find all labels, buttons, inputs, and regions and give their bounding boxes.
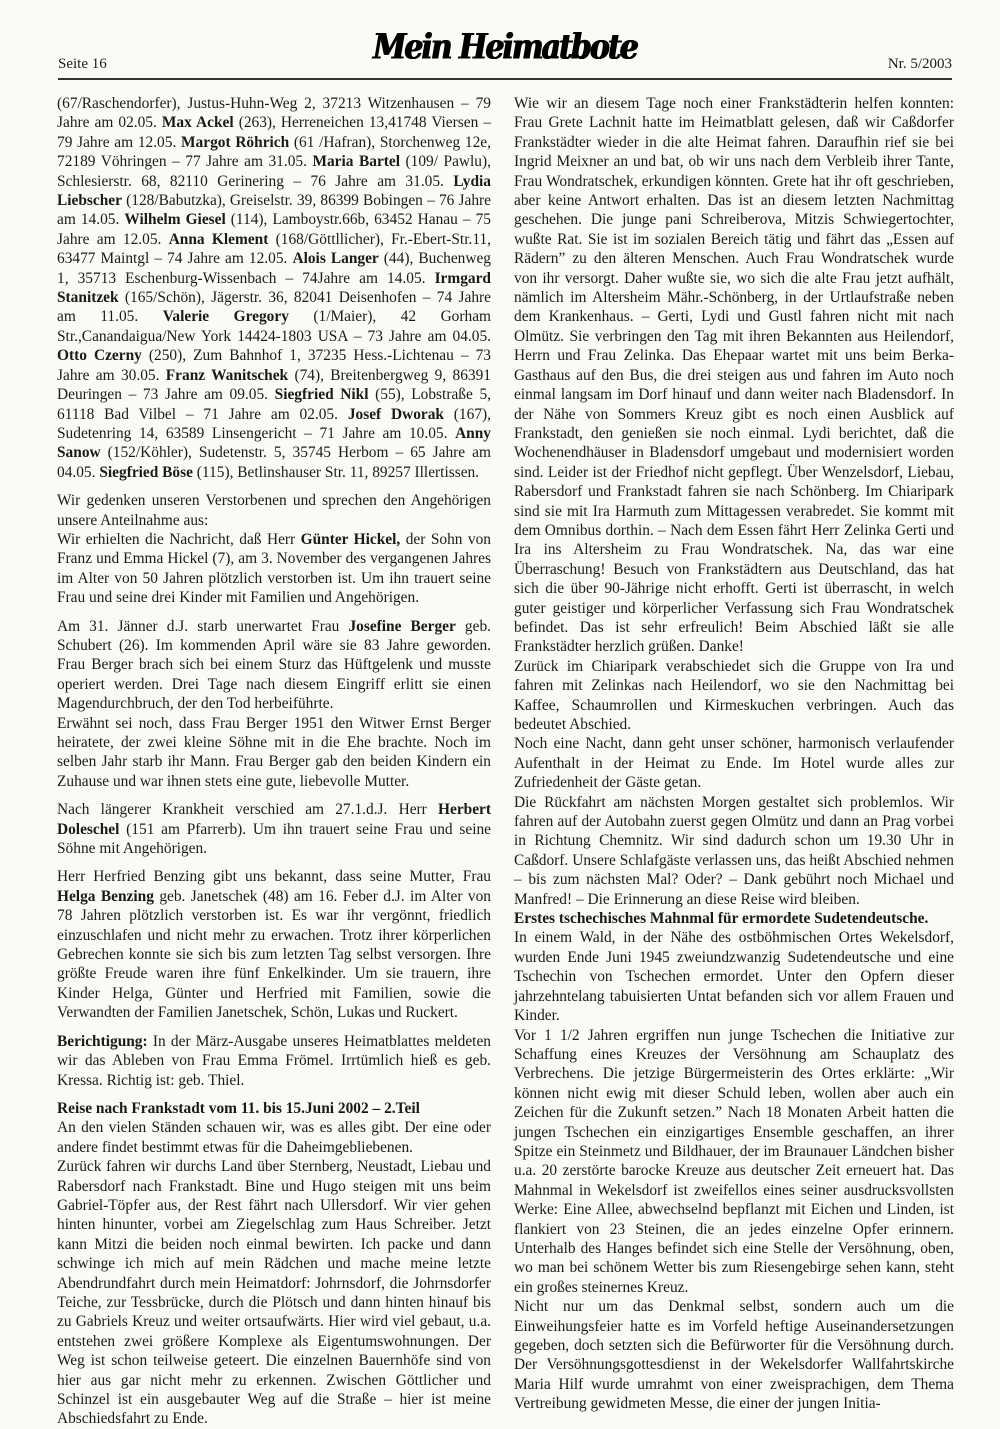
trip-paragraph: An den vielen Ständen schauen wir, was es alles gibt. Der eine oder andere findet bestimmt etwas für die Daheimgebliebenen.: [57, 1119, 491, 1156]
person-name: Max Ackel: [161, 114, 234, 132]
issue-number: Nr. 5/2003: [887, 56, 952, 72]
memorial-paragraph: In einem Wald, in der Nähe des ostböhmischen Ortes Wekelsdorf, wurden Ende Juni 1945 zweiundzwanzig Sudetendeutsche und eine Tschechin von Tschechen ermordet. Unter den Opfern dieser jahrzehntelang tabuisierten Untat befanden sich vor allem Frauen und Kinder.: [514, 929, 954, 1025]
birthday-list: [57, 94, 491, 482]
text: (114), Lamboystr.66b, 63452 Hanau – 75 Jahre am 12.05.: [57, 211, 491, 248]
text: (152/Köhler), Sudetenstr. 5, 35745 Herbom – 65 Jahre am 04.05.: [57, 444, 491, 481]
obituary-hickel: [57, 530, 491, 608]
left-column: [57, 94, 491, 1429]
text: geb. Schubert (26). Im kommenden April wäre sie 83 Jahre geworden. Frau Berger brach sich bei einem Sturz das Hüftgelenk und musste operiert werden. Drei Tage nach diesem Eingriff erlitt sie einen Magendurchbruch, der den Tod herbeiführte.: [57, 617, 491, 713]
text: (165/Schön), Jägerstr. 36, 82041 Deisenhofen – 74 Jahre am 11.05.: [57, 289, 491, 326]
text: In der März-Ausgabe unseres Heimatblattes meldeten wir das Ableben von Frau Emma Frömel. Irrtümlich hieß es geb. Kressa. Richtig ist: geb. Thiel.: [57, 1032, 491, 1089]
text: (250), Zum Bahnhof 1, 37235 Hess.-Lichtenau – 73 Jahre am 30.05.: [57, 347, 491, 384]
memorial-paragraph: Vor 1 1/2 Jahren ergriffen nun junge Tschechen die Initiative zur Schaffung eines Kreuzes der Versöhnung am Schauplatz des Verbrechens. Die jetzige Bürgermeisterin des Ortes erklärte: „Wir können nicht ewig mit dieser Schuld leben, wollen aber auch ein Zeichen für die Zukunft setzen.” Nach 18 Monaten Arbeit hatten die jungen Tschechen ein einzigartiges Ensemble geschaffen, an ihrer Spitze ein Steinmetz und Bildhauer, der im Braunauer Ländchen bisher u.a. 20 zerstörte barocke Kreuze aus deutscher Zeit erneuert hat. Das Mahnmal in Wekelsdorf ist zweifellos eines seiner ausdrucksvollsten Werke: Eine Allee, abwechselnd bepflanzt mit Eichen und Linden, ist flankiert von 23 Steinen, die an jedes einzelne Opfer erinnern. Unterhalb des Hanges befindet sich eine Stelle der Versöhnung, oben, wo man bei schönem Wetter bis zum Riesengebirge sehen kann, steht ein großes steinernes Kreuz.: [514, 1026, 954, 1296]
text: (44), Buchenweg 1, 35713 Eschenburg-Wissenbach – 74Jahre am 14.05.: [57, 250, 492, 287]
text: (55), Lobstraße 5, 61118 Bad Vilbel – 71 Jahre am 02.05.: [57, 386, 491, 423]
text: (74), Breitenbergweg 9, 86391 Deuringen – 73 Jahre am 09.05.: [57, 366, 491, 404]
person-name: Wilhelm Giesel: [124, 211, 226, 229]
person-name: Siegfried Böse: [99, 463, 193, 481]
person-name: Anny Sanow: [57, 424, 491, 462]
person-name: Alois Langer: [292, 250, 379, 268]
trip-paragraph: Zurück fahren wir durchs Land über Sternberg, Neustadt, Liebau und Rabersdorf nach Frankstadt. Bine und Hugo steigen mit uns beim Gabriel-Töpfer aus, der Rest fährt nach Ullersdorf. Wir vier gehen hinten hinunter, vorbei am Ziegelschlag zum Haus Schreiber. Jetzt kann Mitzi die beiden noch einmal bewirten. Ich packe und dann schwinge ich mich auf mein Rädchen und mache meine letzte Abendrundfahrt durch mein Heimatdorf: Johrnsdorf, die Johrnsdorfer Teiche, zur Tessbrücke, durch die Plötsch und dann hinten hinauf bis zu Gabriels Kreuz und weiter ortsaufwärts. Hier wird viel gebaut, u.a. entstehen zwei größere Komplexe als Eigentumswohnungen. Der Weg ist schon teilweise geteert. Die einzelnen Bauernhöfe sind von hier aus gar nicht mehr zu erkennen. Zwischen Göttlicher und Schinzel ist ein ausgebauter Weg auf die Straße – hier ist meine Abschiedsfahrt zu Ende.: [57, 1158, 491, 1428]
text: Am 31. Jänner d.J. starb unerwartet Frau: [57, 617, 349, 635]
header-rule: [58, 78, 952, 80]
masthead-logo: Mein Heimatbote: [373, 27, 637, 68]
trip-paragraph: Die Rückfahrt am nächsten Morgen gestaltet sich problemlos. Wir fahren auf der Autobahn zuerst gegen Olmütz und dann an Prag vorbei in Richtung Chemnitz. Wir sind dadurch schon um 19.30 Uhr in Caßdorf. Unsere Schlafgäste verlassen uns, das heißt Abschied nehmen – bis zum nächsten Mal? Oder? – Dank gebührt noch Michael und Manfred! – Die Erinnerung an diese Reise wird bleiben.: [514, 793, 954, 908]
person-name: Josefine Berger: [348, 617, 456, 635]
text: (67/Raschendorfer), Justus-Huhn-Weg 2, 37213 Witzenhausen – 79 Jahre am 02.05.: [57, 95, 491, 132]
obituary-benzing: [57, 867, 491, 1022]
text: (61 /Hafran), Storchenweg 12e, 72189 Vöhringen – 77 Jahre am 31.05.: [57, 133, 491, 171]
person-name: Valerie Gregory: [162, 308, 289, 326]
text: Herr Herfried Benzing gibt uns bekannt, dass seine Mutter, Frau: [57, 868, 491, 886]
text: Wir erhielten die Nachricht, daß Herr: [57, 530, 301, 548]
trip-paragraph: Wie wir an diesem Tage noch einer Frankstädterin helfen konnten: Frau Grete Lachnit hatte im Heimatblatt gelesen, daß wir Caßdorfer Frankstädter wieder in die alte Heimat fahren. Daraufhin rief sie bei Ingrid Meixner an und bat, ob wir uns nach dem Verbleib ihrer Tante, Frau Wondratschek, erkundigen könnten. Grete hat ihr oft geschrieben, aber keine Antwort erhalten. Das ist an diesem letzten Nachmittag geschehen. Die junge pani Schreiberova, Mitzis Schwiegertochter, wußte Rat. Sie ist im sozialen Bereich tätig und fährt das „Essen auf Rädern” zu den älteren Menschen. Auch Frau Wondratschek wurde von ihr versorgt. Daher wußte sie, wo sich die alte Frau jetzt aufhält, nämlich im Altersheim Mähr.-Schönberg, in der Urtlaufstraße neben dem Krankenhaus. – Gerti, Lydi und Gustl fahren nicht mit nach Olmütz. Sie verbringen den Tag mit ihren Bekannten aus Heilendorf, Herrn und Frau Zelinka. Das Ehepaar wartet mit uns beim Berka-Gasthaus auf den Bus, die drei steigen aus und fahren im Auto noch einmal langsam im Dorf hinauf und dann weiter nach Bladensdorf. In der Nähe von Sommers Kreuz gibt es noch einen Ausblick auf Frankstadt, den genießen sie noch einmal. Lydi berichtet, daß die Wochenendhäuser in Bladensdorf umgebaut und modernisiert worden sind. Leider ist der Friedhof nicht gepflegt. Über Wenzelsdorf, Liebau, Rabersdorf und Frankstadt fahren sie nach Schönberg. Im Chiaripark sind sie mit Ira Harmuth zum Mittagessen verabredet. Sie kommt mit dem Omnibus dorthin. – Nach dem Essen fährt Herr Zelinka Gerti und Ira ins Altersheim zu Frau Wondratschek. Na, das war eine Überraschung! Besuch von Frankstädtern aus Deutschland, das hat sich die über 90-Jährige nicht erhofft. Gerti ist überrascht, in welch guter geistiger und körperlicher Verfassung sich Frau Wondratschek befindet. Das ist sehr erfreulich! Beim Abschied läßt sie alle Frankstädter herzlich grüßen. Danke!: [514, 95, 954, 656]
text: (115), Betlinshauser Str. 11, 89257 Illertissen.: [192, 463, 480, 481]
obituary-berger-note: Erwähnt sei noch, dass Frau Berger 1951 den Witwer Ernst Berger heiratete, der zwei kleine Söhne mit in die Ehe brachte. Noch im selben Jahr starb ihr Mann. Frau Berger gab den beiden Kindern ein Zuhause und war ihnen stets eine gute, liebevolle Mutter.: [57, 714, 491, 790]
person-name: Helga Benzing: [57, 887, 154, 905]
text: geb. Janetschek (48) am 16. Feber d.J. im Alter von 78 Jahren plötzlich verstorben ist. Es war ihr vergönnt, friedlich einzuschlafen und nicht mehr zu erwachen. Trotz ihrer körperlichen Gebrechen konnte sie sich bis zum letzten Tag selbst versorgen. Ihre größte Freude waren ihre fünf Enkelkinder. Um sie trauern, ihre Kinder Helga, Günter und Herfried mit Familien, sowie die Verwandten der Familien Janetschek, Schön, Lukas und Ruckert.: [57, 887, 491, 1022]
person-name: Lydia Liebscher: [57, 172, 491, 210]
memorial-paragraph: Nicht nur um das Denkmal selbst, sondern auch um die Einweihungsfeier hatte es im Vorfeld heftige Auseinandersetzungen gegeben, doch setzten sich die Befürworter für die Versöhnung durch. Der Versöhnungsgottesdienst in der Wekelsdorfer Wallfahrtskirche Maria Hilf wurde umrahmt von einer zweisprachigen, dem Thema Vertreibung gewidmeten Messe, die einer der jungen Initia-: [514, 1298, 954, 1413]
text: (167), Sudetenring 14, 63589 Linsengericht – 71 Jahre am 10.05.: [57, 405, 491, 442]
text: der Sohn von Franz und Emma Hickel (7), am 3. November des vergangenen Jahres im Alter von 50 Jahren plötzlich verstorben ist. Um ihn trauert seine Frau und seine drei Kinder mit Familien und Angehörigen.: [57, 530, 492, 607]
memorial-headline: Erstes tschechisches Mahnmal für ermordete Sudetendeutsche.: [514, 910, 929, 928]
text: (151 am Pfarrerb). Um ihn trauert seine Frau und seine Söhne mit Angehörigen.: [57, 820, 491, 858]
person-name: Irmgard Stanitzek: [57, 269, 491, 307]
text: (263), Herreneichen 13,41748 Viersen – 79 Jahre am 12.05.: [57, 114, 492, 151]
obituary-berger: [57, 617, 491, 714]
text: (128/Babutzka), Greiselstr. 39, 86399 Bobingen – 76 Jahre am 14.05.: [57, 192, 491, 229]
person-name: Margot Röhrich: [181, 133, 290, 151]
text: (109/ Pawlu), Schlesierstr. 68, 82110 Gerinering – 76 Jahre am 31.05.: [57, 153, 491, 190]
trip-paragraph: Noch eine Nacht, dann geht unser schöner, harmonisch verlaufender Aufenthalt in der Heimat zu Ende. Im Hotel wurde alles zur Zufriedenheit der Gäste getan.: [514, 735, 954, 792]
person-name: Otto Czerny: [57, 347, 142, 365]
trip-headline: Reise nach Frankstadt vom 11. bis 15.Juni 2002 – 2.Teil: [57, 1099, 420, 1117]
right-column: [514, 94, 954, 1414]
text: Nach längerer Krankheit verschied am 27.1.d.J. Herr: [57, 801, 439, 819]
person-name: Josef Dworak: [347, 405, 444, 423]
person-name: Herbert Doleschel: [57, 801, 491, 838]
person-name: Franz Wanitschek: [165, 366, 289, 384]
page-number: Seite 16: [58, 56, 107, 72]
person-name: Günter Hickel,: [300, 530, 401, 548]
correction-label: Berichtigung:: [57, 1032, 148, 1050]
text: (168/Göttllicher), Fr.-Ebert-Str.11, 63477 Maintgl – 74 Jahre am 12.05.: [57, 230, 491, 268]
person-name: Siegfried Nikl: [274, 386, 369, 404]
person-name: Maria Bartel: [312, 153, 401, 171]
trip-paragraph: Zurück im Chiaripark verabschiedet sich die Gruppe von Ira und fahren mit Zelinkas nach Heilendorf, wo sie den Nachmittag bei Kaffee, Schaumrollen und Kirmeskuchen verbringen. Auch das bedeutet Abschied.: [514, 657, 954, 733]
text: (1/Maier), 42 Gorham Str.,Canandaigua/New York 14424-1803 USA – 73 Jahre am 04.05.: [57, 308, 491, 345]
obituary-doleschel: [57, 800, 491, 858]
page-header: [58, 27, 952, 78]
mourning-intro: Wir gedenken unseren Verstorbenen und sprechen den Angehörigen unsere Anteilnahme aus:: [57, 492, 491, 529]
correction-notice: [57, 1032, 491, 1090]
person-name: Anna Klement: [168, 230, 269, 248]
